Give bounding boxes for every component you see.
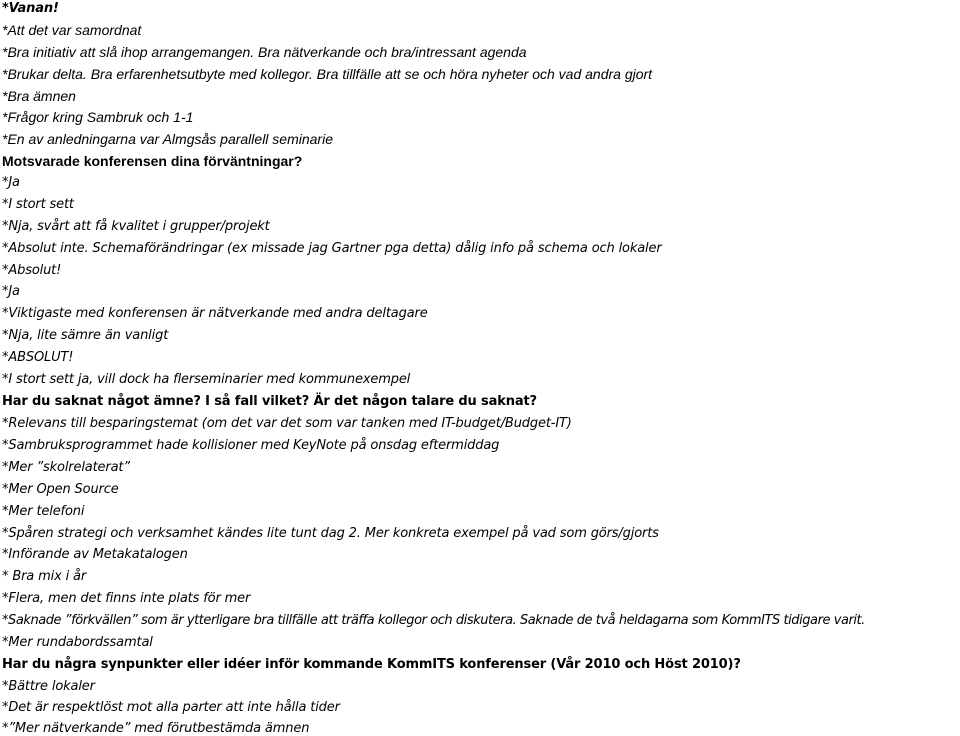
text-line-1: *Vanan! — [2, 1, 59, 16]
text-line-34: *”Mer nätverkande” med förutbestämda ämnen — [2, 721, 310, 736]
text-line-27: * Bra mix i år — [2, 569, 87, 584]
question-2: Har du saknat något ämne? I så fall vilket? Är det någon talare du saknat? — [2, 394, 537, 409]
text-line-20: *Relevans till besparingstemat (om det var det som var tanken med IT-budget/Budget-IT) — [2, 416, 572, 431]
text-line-4: *Brukar delta. Bra erfarenhetsutbyte med kollegor. Bra tillfälle att se och höra nyheter och vad andra gjort — [2, 66, 653, 82]
text-line-2: *Att det var samordnat — [2, 22, 142, 38]
text-line-3: *Bra initiativ att slå ihop arrangemangen. Bra nätverkande och bra/intressant agenda — [2, 44, 527, 60]
text-line-11: *Nja, svårt att få kvalitet i grupper/projekt — [2, 219, 270, 234]
text-line-7: *En av anledningarna var Almgsås parallell seminarie — [2, 131, 333, 147]
text-line-30: *Mer rundabordssamtal — [2, 635, 153, 650]
text-line-6: *Frågor kring Sambruk och 1-1 — [2, 109, 194, 125]
text-line-23: *Mer Open Source — [2, 482, 119, 497]
text-line-13: *Absolut! — [2, 263, 62, 278]
text-line-28: *Flera, men det finns inte plats för mer — [2, 591, 251, 606]
text-line-25: *Spåren strategi och verksamhet kändes lite tunt dag 2. Mer konkreta exempel på vad som görs/gjorts — [2, 526, 659, 541]
text-line-16: *Nja, lite sämre än vanligt — [2, 328, 169, 343]
text-line-24: *Mer telefoni — [2, 504, 85, 519]
text-line-33: *Det är respektlöst mot alla parter att inte hålla tider — [2, 700, 340, 715]
text-line-9: *Ja — [2, 175, 20, 190]
text-line-5: *Bra ämnen — [2, 88, 76, 104]
text-line-29: *Saknade ”förkvällen” som är ytterligare bra tillfälle att träffa kollegor och diskutera. Saknade de två heldagarna som KommITS tidigare varit. — [2, 613, 865, 628]
text-line-17: *ABSOLUT! — [2, 350, 74, 365]
document-page — [2, 0, 958, 736]
text-line-14: *Ja — [2, 284, 20, 299]
text-line-12: *Absolut inte. Schemaförändringar (ex missade jag Gartner pga detta) dålig info på schema och lokaler — [2, 241, 662, 256]
question-3: Har du några synpunkter eller idéer inför kommande KommITS konferenser (Vår 2010 och Höst 2010)? — [2, 657, 741, 672]
text-line-22: *Mer ”skolrelaterat” — [2, 460, 130, 475]
text-line-21: *Sambruksprogrammet hade kollisioner med KeyNote på onsdag eftermiddag — [2, 438, 500, 453]
text-line-10: *I stort sett — [2, 197, 74, 212]
text-line-18: *I stort sett ja, vill dock ha flerseminarier med kommunexempel — [2, 372, 411, 387]
question-1: Motsvarade konferensen dina förväntningar? — [2, 153, 303, 169]
text-line-26: *Införande av Metakatalogen — [2, 547, 188, 562]
text-line-32: *Bättre lokaler — [2, 679, 95, 694]
text-line-15: *Viktigaste med konferensen är nätverkande med andra deltagare — [2, 306, 428, 321]
